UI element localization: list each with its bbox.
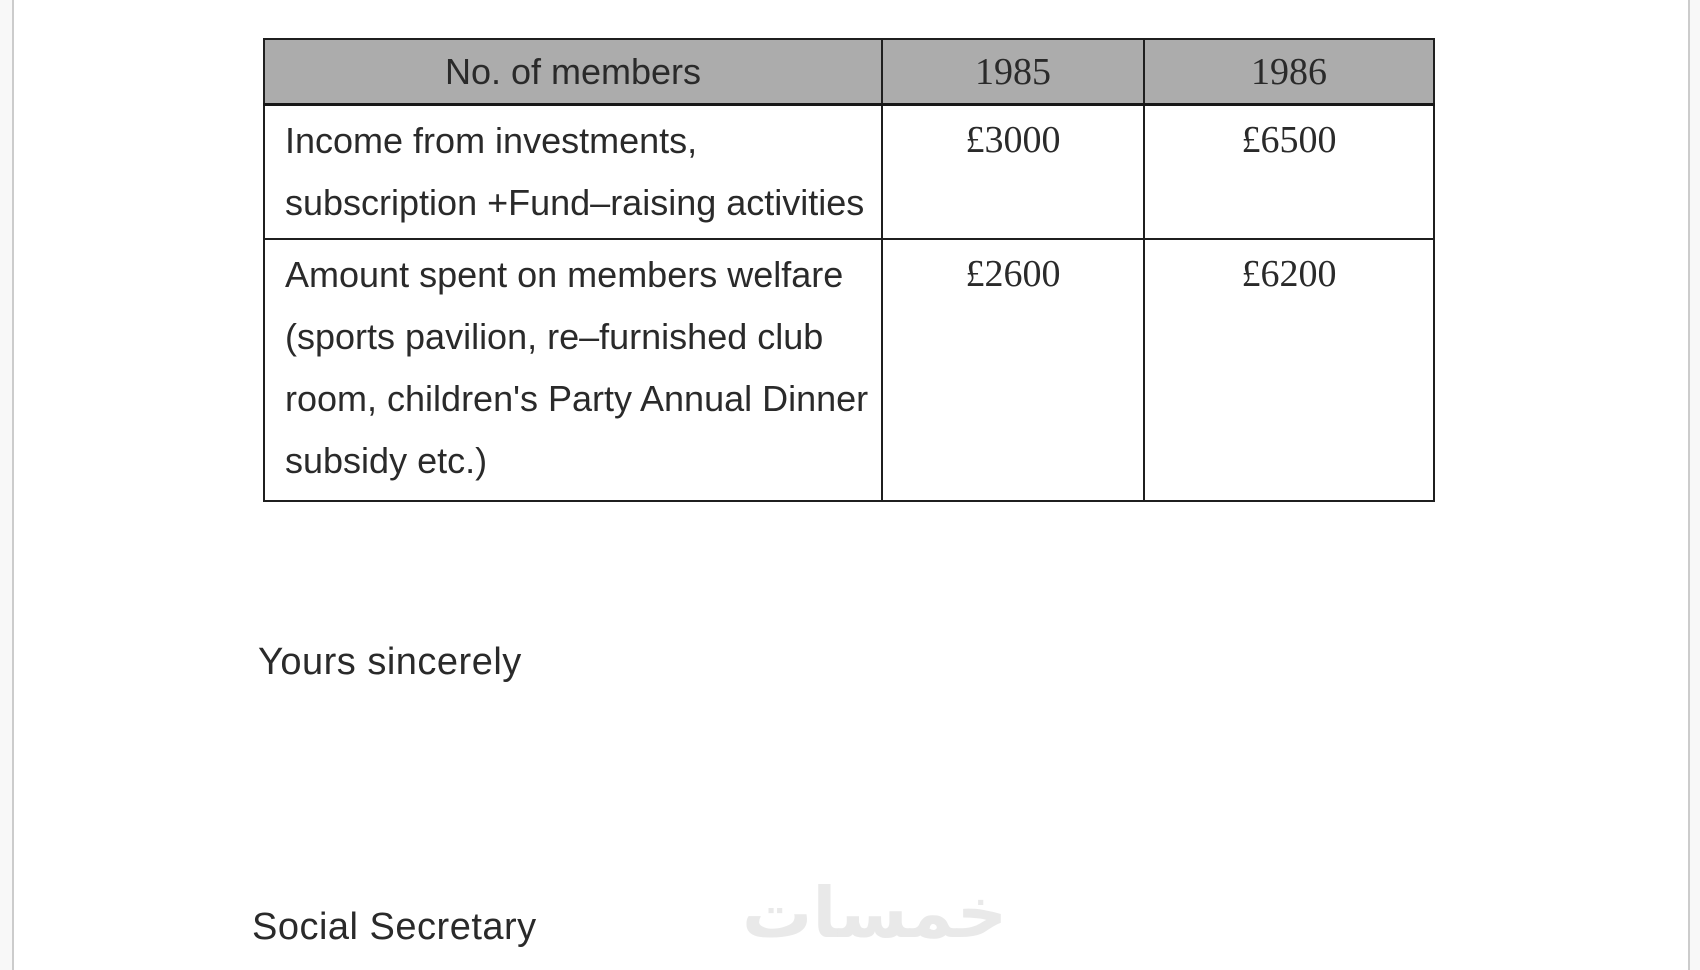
valediction-text: Yours sincerely (258, 641, 522, 683)
khamsat-watermark: خمسات (742, 872, 1008, 954)
spending-line-2: (sports pavilion, re–furnished club (285, 316, 824, 357)
table-row-income (264, 105, 1434, 240)
income-1985-value: £3000 (882, 105, 1144, 240)
income-line-1: Income from investments, (285, 120, 698, 161)
spending-line-3: room, children's Party Annual Dinner (285, 378, 869, 419)
spending-line-4: subsidy etc.) (285, 440, 488, 481)
table-row-spending (264, 239, 1434, 501)
header-cell-members: No. of members (264, 39, 882, 105)
header-cell-1985: 1985 (882, 39, 1144, 105)
spending-description-cell (264, 239, 882, 501)
page-right-edge (1688, 0, 1700, 970)
income-description-cell (264, 105, 882, 240)
spending-1986-value: £6200 (1144, 239, 1434, 501)
income-line-2: subscription +Fund–raising activities (285, 182, 865, 223)
table-header-row (264, 39, 1434, 105)
income-1986-value: £6500 (1144, 105, 1434, 240)
header-cell-1986: 1986 (1144, 39, 1434, 105)
members-finance-table (263, 38, 1435, 502)
spending-line-1: Amount spent on members welfare (285, 254, 844, 295)
page-left-edge (0, 0, 14, 970)
signature-title-text: Social Secretary (252, 906, 537, 948)
spending-1985-value: £2600 (882, 239, 1144, 501)
